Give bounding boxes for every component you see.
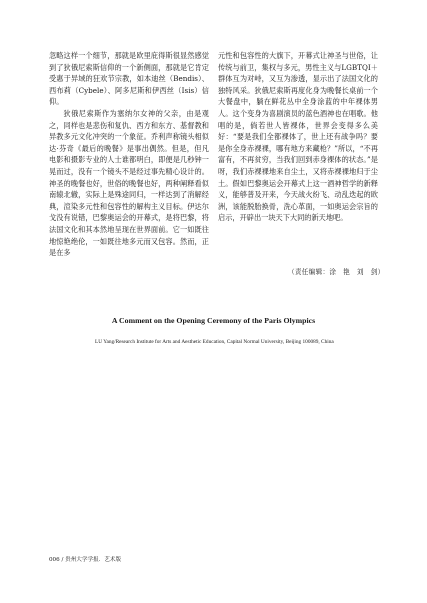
editor-credit: （责任编辑：涂 艳 刘 剑）: [288, 268, 385, 276]
paragraph-continued: 忽略这样一个细节，那就是欧里庇得斯很显然感觉到了狄俄尼索斯信仰的一个新侧面，那就是它肯定受惠于异域的狂欢节宗教，如本迪丝（Bendis）、西布莉（Cybele）、阿多尼斯和伊西丝（Isis）信仰。: [49, 51, 209, 107]
paragraph-conclusion: 元性和包容性的大旗下，开幕式让神圣与世俗，让传统与前卫，集权与多元，男性主义与LGBTQI＋群体互为对峙，又互为渗透，显示出了法国文化的独特风采。狄俄尼索斯再度化身为晚餐长桌前一个大餐盘中，躺在鲜花丛中全身涂蓝的中年裸体男人。这个变身为喜剧演员的蓝色酒神也在唱歌。他唱的是，倘若世人皆裸体，世界会变得多么美好：“要是我们全都裸体了，世上还有战争吗？要是你全身赤裸裸，哪有地方来藏枪？”所以，“不再富有，不再贫穷，当我们回到赤身裸体的状态。”是呀，我们赤裸裸地来自尘土，又将赤裸裸地归于尘土。假如巴黎奥运会开幕式上这一酒神哲学的新释义，能够普及开来，今天战火纷飞、动乱迭起的欧洲，该能脱胎换骨，洗心革面，一如奥运会宗旨的启示，开辟出一块天下大同的新天地吧。: [218, 51, 378, 223]
english-title: A Comment on the Opening Ceremony of the Paris Olympics: [111, 316, 316, 325]
english-affiliation: LU Yang/Research Institute for Arts and Aesthetic Education, Capital Normal University, Beijing 100089, China: [95, 339, 334, 345]
paragraph-dionysus: 狄俄尼索斯作为塞纳尔女神的父亲，由是观之，同样也是悲伤和复仇、西方和东方、基督教和异教多元文化冲突的一个象征。乔利声称镜头相似达·芬奇《最后的晚餐》是事出偶然。但是，但凡电影和摄影专业的人士谁都明白，即便是几秒钟一晃而过，没有一个镜头不是经过事先精心设计的。神圣的晚餐也好，世俗的晚餐也好，两种阐释看似南辕北辙，实际上是殊途同归，一样达到了消解经典，渲染多元性和包容性的解构主义目标。伊达尔戈没有说错，巴黎奥运会的开幕式，是将巴黎，将法国文化和其本然地呈现在世界面前。它一如既往地惊艳绝伦，一如既往地多元而又包容。然而，正是在多: [49, 108, 209, 258]
left-text-column: [49, 50, 209, 259]
right-text-column: [218, 50, 378, 224]
page-footer: 006 / 贵州大学学报．艺术版: [49, 557, 122, 563]
